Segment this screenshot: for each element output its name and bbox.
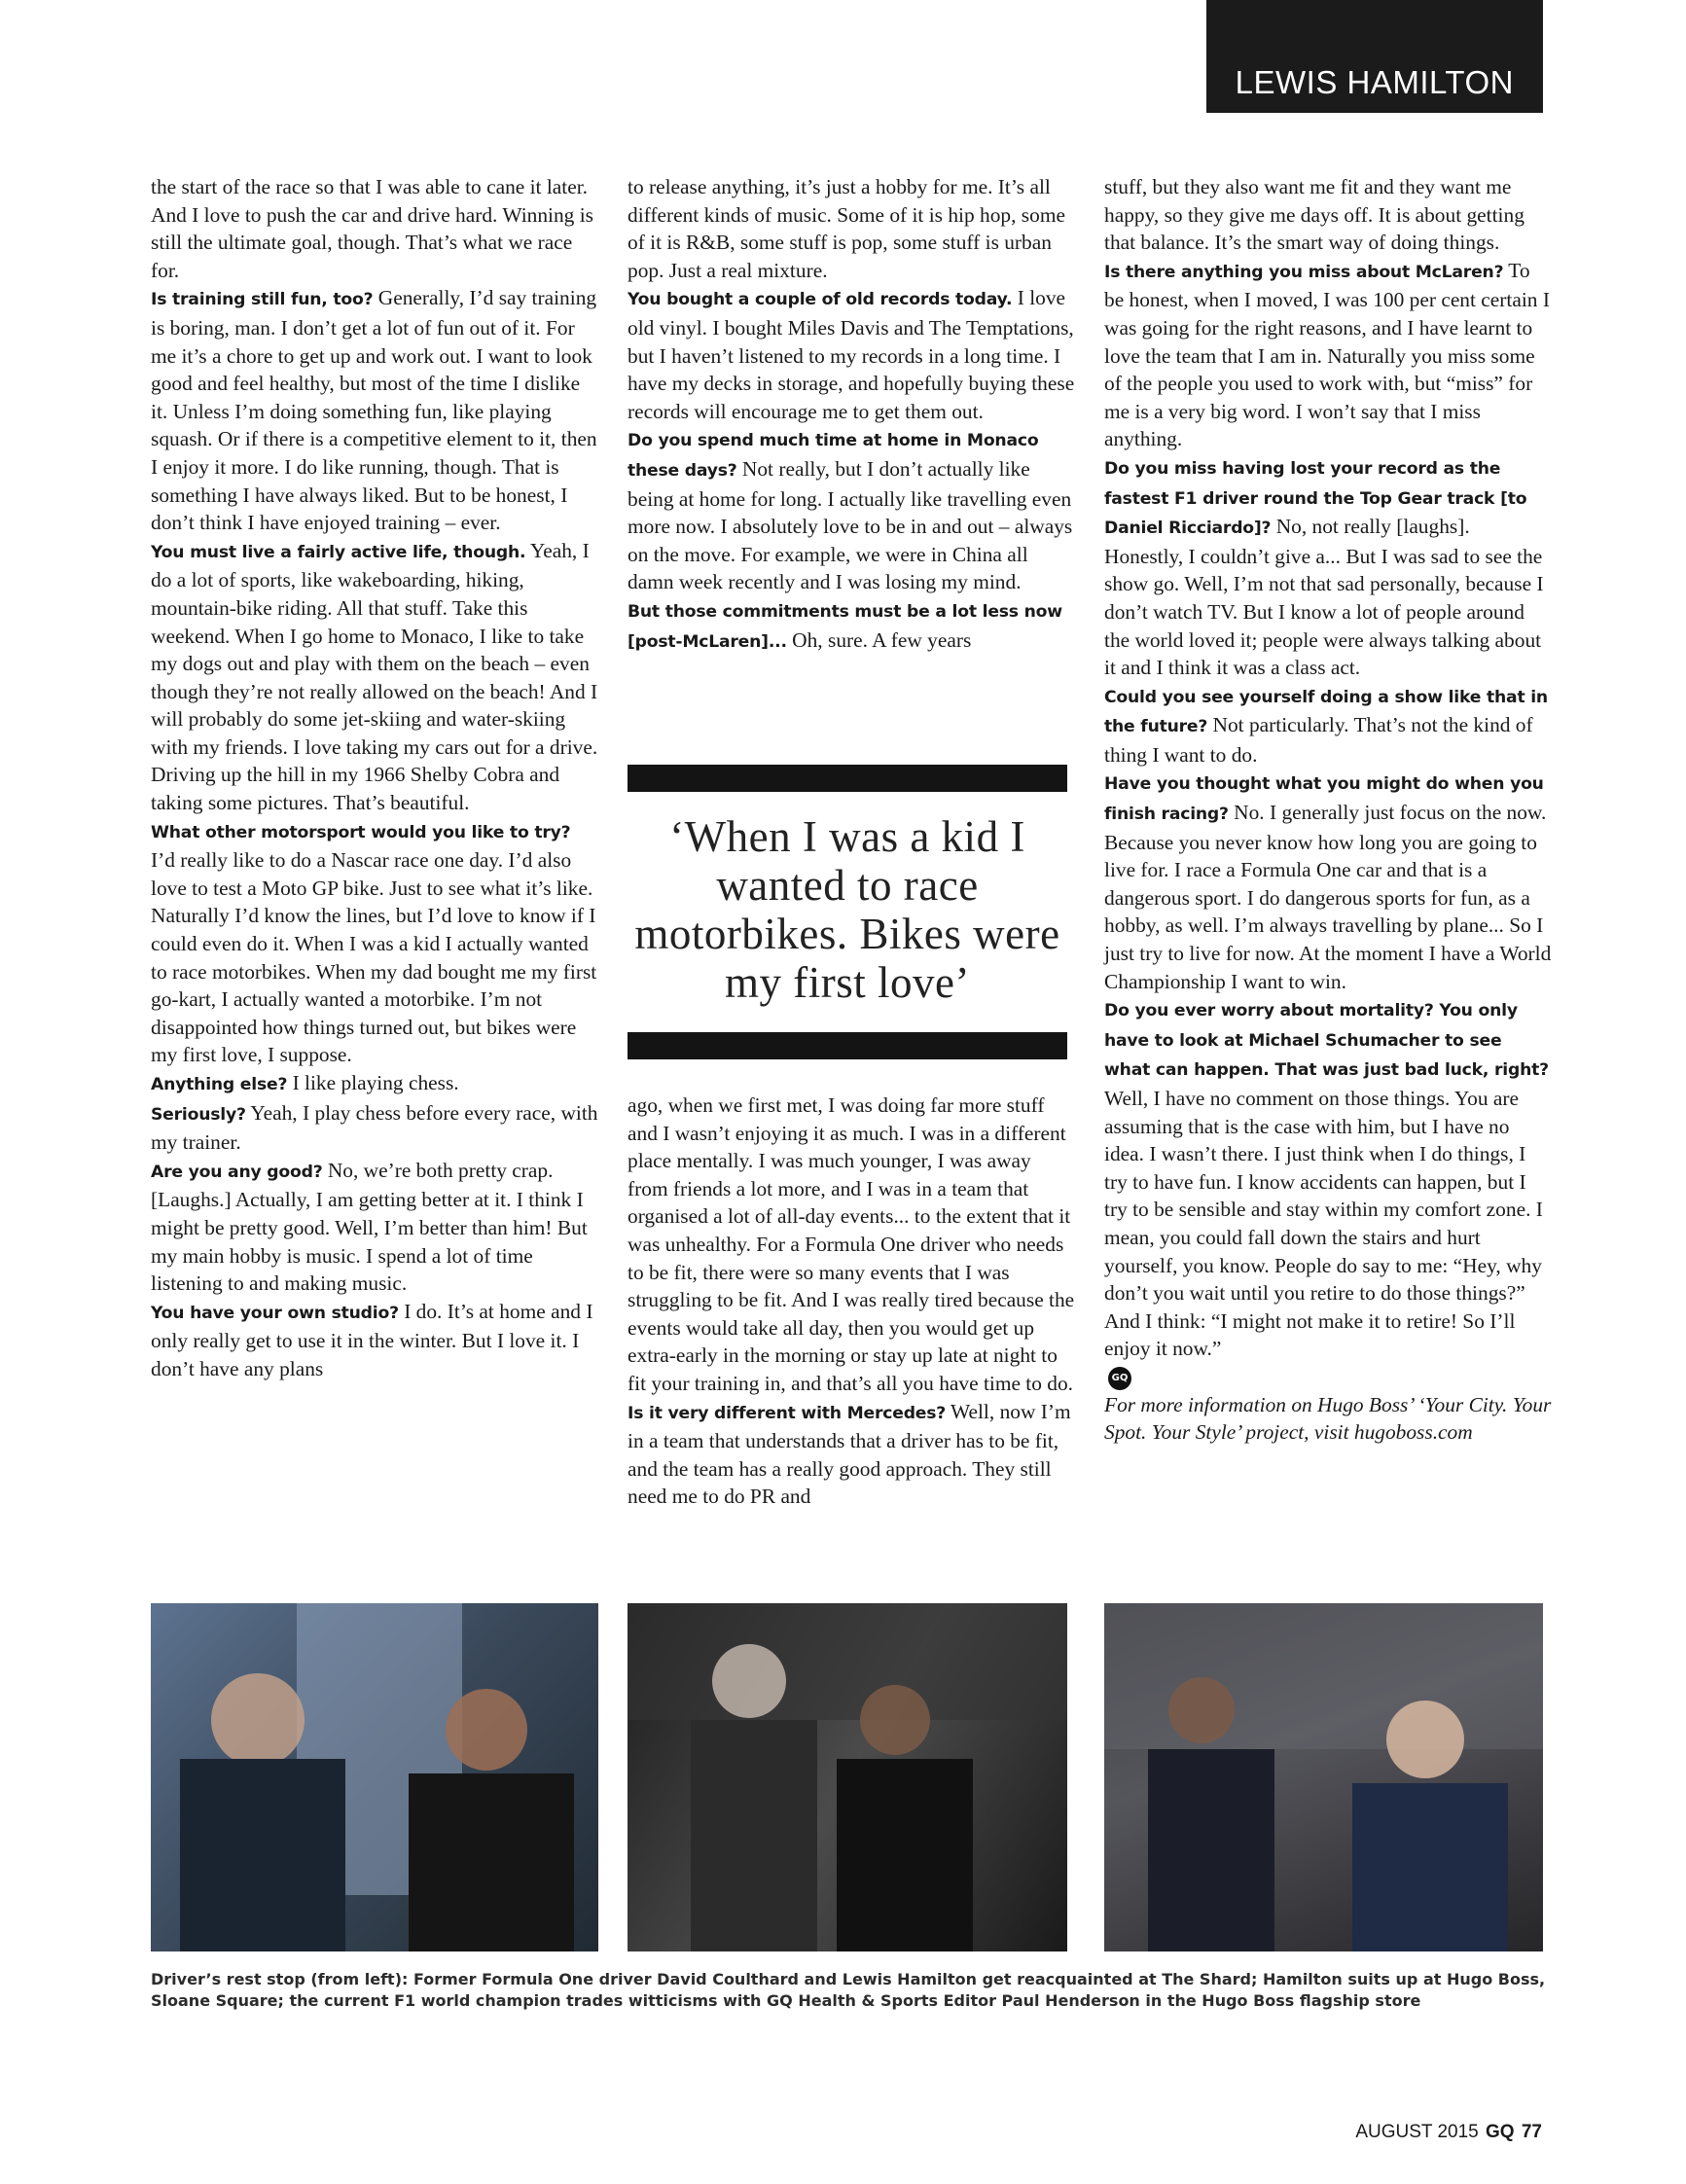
article-column-2-top: [628, 173, 1075, 656]
answer-text: No, not really [laughs]. Honestly, I couldn’t give a... But I was sad to see the show go. Well, I’m not that sad personally, because I don’t watch TV. But I know a lot of people around the world loved it; people were always talking about it and I think it was a class act.: [1104, 515, 1544, 680]
paragraph: [1104, 257, 1552, 453]
paragraph: [151, 284, 598, 536]
page-footer: [1355, 2122, 1542, 2143]
issue-date: AUGUST 2015: [1355, 2122, 1479, 2142]
article-column-1: [151, 173, 598, 1383]
interview-question: You must live a fairly active life, though.: [151, 542, 526, 562]
interview-question: Do you ever worry about mortality? You only have to look at Michael Schumacher to see what can happen. That was just bad luck, right?: [1104, 1001, 1549, 1081]
paragraph: [628, 1092, 1075, 1398]
answer-text: Yeah, I play chess before every race, with my trainer.: [151, 1100, 598, 1155]
paragraph: [628, 284, 1075, 425]
interview-question: Could you see yourself doing a show like that in the future?: [1104, 687, 1548, 737]
interview-question: Is it very different with Mercedes?: [628, 1403, 947, 1423]
paragraph: [628, 425, 1075, 596]
interview-question: Seriously?: [151, 1104, 246, 1125]
photo-hamilton-suit-fitting: [628, 1603, 1067, 1951]
article-column-2-bottom: [628, 1092, 1075, 1511]
paragraph: [1104, 453, 1552, 682]
answer-text: I love old vinyl. I bought Miles Davis and The Temptations, but I haven’t listened to my records in a long time. I have my decks in storage, and hopefully buying these records will encourage me to get them out.: [628, 286, 1075, 423]
paragraph: [628, 1398, 1075, 1511]
interview-question: But those commitments must be a lot less now [post-McLaren]...: [628, 601, 1062, 652]
answer-text: Not particularly. That’s not the kind of thing I want to do.: [1104, 713, 1533, 767]
answer-text: the start of the race so that I was able to cane it later. And I love to push the car and drive hard. Winning is still the ultimate goal, though. That’s what we race for.: [151, 175, 593, 282]
interview-question: Is training still fun, too?: [151, 290, 374, 310]
interview-question: What other motorsport would you like to try?: [151, 822, 571, 842]
column-3-body: [1104, 173, 1552, 1363]
paragraph: [151, 1298, 598, 1383]
interview-question: Have you thought what you might do when you finish racing?: [1104, 774, 1544, 825]
answer-text: I do. It’s at home and I only really get to use it in the winter. But I love it. I don’t have any plans: [151, 1299, 593, 1380]
paragraph: [151, 817, 598, 1069]
answer-text: To be honest, when I moved, I was 100 per cent certain I was going for the right reasons, and I have learnt to love the team that I am in. Naturally you miss some of the people you used to work with, but “miss” for me is a very big word. I won’t say that I miss anything.: [1104, 258, 1550, 451]
credit-line: For more information on Hugo Boss’ ‘Your City. Your Spot. Your Style’ project, visit hugoboss.com: [1104, 1392, 1552, 1445]
interview-question: Do you miss having lost your record as the fastest F1 driver round the Top Gear track [to Daniel Ricciardo]?: [1104, 458, 1527, 539]
answer-text: I’d really like to do a Nascar race one day. I’d also love to test a Moto GP bike. Just to see what it’s like. Naturally I’d know the lines, but I’d love to know if I could even do it. When I was a kid I actually wanted to race motorbikes. When my dad bought me my first go-kart, I actually wanted a motorbike. I’m not disappointed how things turned out, but bikes were my first love, I suppose.: [151, 848, 597, 1067]
interview-question: Anything else?: [151, 1075, 288, 1094]
answer-text: stuff, but they also want me fit and they want me happy, so they give me days off. It is about getting that balance. It’s the smart way of doing things.: [1104, 175, 1525, 255]
paragraph: [151, 173, 598, 284]
paragraph: [151, 1099, 598, 1157]
paragraph: [1104, 682, 1552, 770]
answer-text: ago, when we first met, I was doing far more stuff and I wasn’t enjoying it as much. I was in a different place mentally. I was much younger, I was away from friends a lot more, and I was in a team that organised a lot of all-day events... to the extent that it was unhealthy. For a Formula One driver who needs to be fit, there were so many events that I was struggling to be fit. And I was really tired because the events would take all day, then you would get up extra-early in the morning or stay up late at night to fit your training in, and that’s all you have time to do.: [628, 1093, 1075, 1395]
paragraph: [628, 596, 1075, 656]
answer-text: Oh, sure. A few years: [786, 627, 972, 652]
interview-question: You bought a couple of old records today.: [628, 290, 1013, 310]
answer-text: to release anything, it’s just a hobby for me. It’s all different kinds of music. Some of it is hip hop, some of it is R&B, some stuff is pop, some stuff is urban pop. Just a real mixture.: [628, 175, 1065, 282]
header-bar: [1206, 0, 1543, 113]
photo-caption: Driver’s rest stop (from left): Former Formula One driver David Coulthard and Lewis Hamilton get reacquainted at The Shard; Hamilton suits up at Hugo Boss, Sloane Square; the current F1 world champion trades witticisms with GQ Health & Sports Editor Paul Henderson in the Hugo Boss flagship store: [151, 1970, 1546, 2010]
answer-text: No, we’re both pretty crap. [Laughs.] Actually, I am getting better at it. I think I might be pretty good. Well, I’m better than him! But my main hobby is music. I spend a lot of time listening to and making music.: [151, 1158, 588, 1296]
paragraph: [1104, 995, 1552, 1363]
interview-question: Is there anything you miss about McLaren?: [1104, 262, 1504, 282]
interview-question: Do you spend much time at home in Monaco these days?: [628, 431, 1039, 481]
paragraph: [1104, 769, 1552, 995]
interview-question: You have your own studio?: [151, 1303, 399, 1323]
magazine-brand: GQ: [1486, 2122, 1515, 2142]
gq-end-mark-icon: GQ: [1108, 1367, 1131, 1390]
photo-coulthard-hamilton: [151, 1603, 598, 1951]
answer-text: Generally, I’d say training is boring, man. I don’t get a lot of fun out of it. For me it’s a chore to get up and work out. I want to look good and feel healthy, but most of the time I dislike it. Unless I’m doing something fun, like playing squash. Or if there is a competitive element to it, then I enjoy it more. I do like running, though. That is something I have always liked. But to be honest, I don’t think I have enjoyed training – ever.: [151, 286, 597, 535]
answer-text: Well, now I’m in a team that understands that a driver has to be fit, and the team has a really good approach. They still need me to do PR and: [628, 1399, 1071, 1509]
answer-text: Not really, but I don’t actually like being at home for long. I actually like travelling even more now. I absolutely love to be in and out – always on the move. For example, we were in China all damn week recently and I was losing my mind.: [628, 456, 1073, 594]
answer-text: I like playing chess.: [287, 1071, 459, 1094]
paragraph: [151, 1069, 598, 1099]
paragraph: [1104, 173, 1552, 257]
answer-text: Yeah, I do a lot of sports, like wakeboarding, hiking, mountain-bike riding. All that stuff. Take this weekend. When I go home to Monaco, I like to take my dogs out and play with them on the beach – even though they’re not really allowed on the beach! And I will probably do some jet-skiing and water-skiing with my friends. I love taking my cars out for a drive. Driving up the hill in my 1966 Shelby Cobra and taking some pictures. That’s beautiful.: [151, 538, 598, 815]
answer-text: No. I generally just focus on the now. Because you never know how long you are going to live for. I race a Formula One car and that is a dangerous sport. I do dangerous sports for fun, as a hobby, as well. I’m always travelling by plane... So I just try to live for now. At the moment I have a World Championship I want to win.: [1104, 801, 1552, 993]
page-number: 77: [1521, 2122, 1542, 2142]
section-title: LEWIS HAMILTON: [1235, 64, 1514, 100]
paragraph: [151, 1157, 598, 1298]
pull-quote: ‘When I was a kid I wanted to race motorbikes. Bikes were my first love’: [634, 812, 1060, 1007]
pull-quote-top-bar: [628, 765, 1067, 792]
pull-quote-bottom-bar: [628, 1032, 1067, 1059]
interview-question: Are you any good?: [151, 1162, 323, 1182]
photo-hamilton-henderson-interview: [1104, 1603, 1543, 1951]
paragraph: [151, 537, 598, 817]
answer-text: Well, I have no comment on those things. You are assuming that is the case with him, but I have no idea. I wasn’t there. I just think when I do things, I try to have fun. I know accidents can happen, but I try to be sensible and stay within my comfort zone. I mean, you could fall down the stairs and hurt yourself, you know. People do say to me: “Hey, why don’t you wait until you retire to do those things?” And I think: “I might not make it to retire! So I’ll enjoy it now.”: [1104, 1087, 1543, 1361]
article-column-3: [1104, 173, 1552, 1447]
paragraph: [628, 173, 1075, 284]
